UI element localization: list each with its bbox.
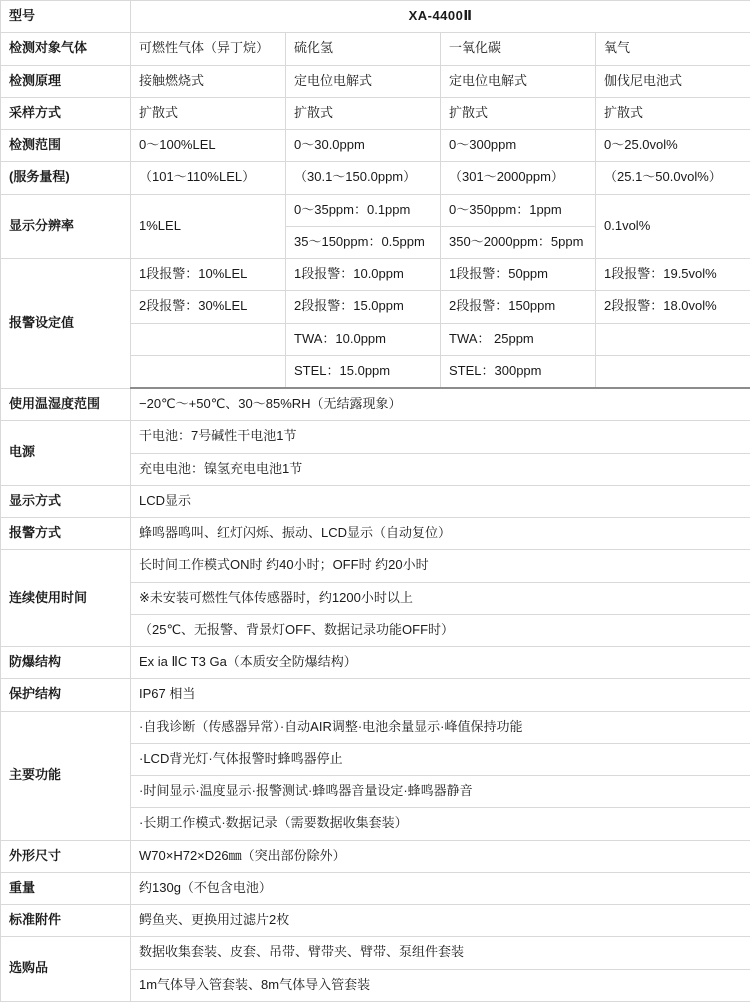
target-gas-value-4: 氧气	[596, 33, 750, 65]
alarm-setting-1-1: 1段报警：10%LEL	[131, 259, 286, 291]
weight-value: 约130g（不包含电池）	[131, 872, 750, 904]
alarm-setting-3-3: TWA： 25ppm	[441, 323, 596, 355]
principle-value-3: 定电位电解式	[441, 65, 596, 97]
target-gas-value-3: 一氧化碳	[441, 33, 596, 65]
service-range-value-1: （101〜110%LEL）	[131, 162, 286, 194]
table-row-alarm-setting-1	[1, 259, 750, 291]
resolution-value-3-top: 0〜350ppm：1ppm	[441, 194, 596, 226]
runtime-value-2: ※未安装可燃性气体传感器时，约1200小时以上	[131, 582, 750, 614]
runtime-value-1: 长时间工作模式ON时 约40小时；OFF时 约20小时	[131, 550, 750, 582]
table-row-standard-accessories	[1, 905, 750, 937]
row-label-standard-accessories: 标准附件	[1, 905, 131, 937]
range-value-4: 0〜25.0vol%	[596, 130, 750, 162]
main-functions-value-2: ·LCD背光灯·气体报警时蜂鸣器停止	[131, 743, 750, 775]
power-value-2: 充电电池：镍氢充电电池1节	[131, 453, 750, 485]
alarm-setting-2-2: 2段报警：15.0ppm	[286, 291, 441, 323]
table-row-principle	[1, 65, 750, 97]
table-row-alarm-method	[1, 518, 750, 550]
sampling-value-3: 扩散式	[441, 97, 596, 129]
table-row-main-functions-1	[1, 711, 750, 743]
resolution-value-3-bottom: 350〜2000ppm：5ppm	[441, 226, 596, 258]
table-row-display	[1, 485, 750, 517]
row-label-main-functions: 主要功能	[1, 711, 131, 840]
alarm-setting-2-3: 2段报警：150ppm	[441, 291, 596, 323]
sampling-value-4: 扩散式	[596, 97, 750, 129]
dimensions-value: W70×H72×D26㎜（突出部份除外）	[131, 840, 750, 872]
power-value-1: 干电池：7号碱性干电池1节	[131, 421, 750, 453]
alarm-setting-4-2: STEL：15.0ppm	[286, 355, 441, 388]
alarm-setting-2-4: 2段报警：18.0vol%	[596, 291, 750, 323]
main-functions-value-3: ·时间显示·温度显示·报警测试·蜂鸣器音量设定·蜂鸣器静音	[131, 776, 750, 808]
sampling-value-1: 扩散式	[131, 97, 286, 129]
table-row-target-gas	[1, 33, 750, 65]
model-label: 型号	[1, 1, 131, 33]
table-row-power-1	[1, 421, 750, 453]
table-row-protection	[1, 679, 750, 711]
service-range-value-2: （30.1〜150.0ppm）	[286, 162, 441, 194]
principle-value-2: 定电位电解式	[286, 65, 441, 97]
row-label-weight: 重量	[1, 872, 131, 904]
standard-accessories-value: 鳄鱼夹、更换用过滤片2枚	[131, 905, 750, 937]
range-value-1: 0〜100%LEL	[131, 130, 286, 162]
resolution-value-4: 0.1vol%	[596, 194, 750, 259]
alarm-setting-1-3: 1段报警：50ppm	[441, 259, 596, 291]
range-value-3: 0〜300ppm	[441, 130, 596, 162]
row-label-alarm-setting: 报警设定值	[1, 259, 131, 389]
alarm-method-value: 蜂鸣器鸣叫、红灯闪烁、振动、LCD显示（自动复位）	[131, 518, 750, 550]
alarm-setting-1-4: 1段报警：19.5vol%	[596, 259, 750, 291]
range-value-2: 0〜30.0ppm	[286, 130, 441, 162]
resolution-value-2-top: 0〜35ppm：0.1ppm	[286, 194, 441, 226]
resolution-value-2-bottom: 35〜150ppm：0.5ppm	[286, 226, 441, 258]
row-label-power: 电源	[1, 421, 131, 486]
table-row-sampling	[1, 97, 750, 129]
principle-value-4: 伽伐尼电池式	[596, 65, 750, 97]
table-row-model	[1, 1, 750, 33]
service-range-value-3: （301〜2000ppm）	[441, 162, 596, 194]
row-label-principle: 检测原理	[1, 65, 131, 97]
alarm-setting-3-2: TWA：10.0ppm	[286, 323, 441, 355]
alarm-setting-4-1	[131, 355, 286, 388]
row-label-range: 检测范围	[1, 130, 131, 162]
alarm-setting-2-1: 2段报警：30%LEL	[131, 291, 286, 323]
display-value: LCD显示	[131, 485, 750, 517]
principle-value-1: 接触燃烧式	[131, 65, 286, 97]
table-row-resolution-top	[1, 194, 750, 226]
row-label-runtime: 连续使用时间	[1, 550, 131, 647]
options-value-1: 数据收集套装、皮套、吊带、臂带夹、臂带、泵组件套装	[131, 937, 750, 969]
protection-value: IP67 相当	[131, 679, 750, 711]
alarm-setting-3-4	[596, 323, 750, 355]
table-row-dimensions	[1, 840, 750, 872]
row-label-explosion-proof: 防爆结构	[1, 647, 131, 679]
alarm-setting-1-2: 1段报警：10.0ppm	[286, 259, 441, 291]
options-value-2: 1m气体导入管套装、8m气体导入管套装	[131, 969, 750, 1001]
row-label-temp-humidity: 使用温湿度范围	[1, 388, 131, 421]
table-row-weight	[1, 872, 750, 904]
row-label-service-range: (服务量程)	[1, 162, 131, 194]
temp-humidity-value: −20℃〜+50℃、30〜85%RH（无结露现象）	[131, 388, 750, 421]
table-row-range	[1, 130, 750, 162]
explosion-proof-value: Ex ia ⅡC T3 Ga（本质安全防爆结构）	[131, 647, 750, 679]
table-row-explosion-proof	[1, 647, 750, 679]
target-gas-value-2: 硫化氢	[286, 33, 441, 65]
model-value: XA-4400Ⅱ	[131, 1, 750, 33]
row-label-sampling: 采样方式	[1, 97, 131, 129]
table-row-options-1	[1, 937, 750, 969]
row-label-target-gas: 检测对象气体	[1, 33, 131, 65]
table-row-temp-humidity	[1, 388, 750, 421]
row-label-options: 选购品	[1, 937, 131, 1002]
table-row-runtime-1	[1, 550, 750, 582]
row-label-dimensions: 外形尺寸	[1, 840, 131, 872]
row-label-display: 显示方式	[1, 485, 131, 517]
alarm-setting-3-1	[131, 323, 286, 355]
alarm-setting-4-4	[596, 355, 750, 388]
main-functions-value-4: ·长期工作模式·数据记录（需要数据收集套装）	[131, 808, 750, 840]
runtime-value-3: （25℃、无报警、背景灯OFF、数据记录功能OFF时）	[131, 614, 750, 646]
target-gas-value-1: 可燃性气体（异丁烷）	[131, 33, 286, 65]
row-label-alarm-method: 报警方式	[1, 518, 131, 550]
row-label-protection: 保护结构	[1, 679, 131, 711]
main-functions-value-1: ·自我诊断（传感器异常）·自动AIR调整·电池余量显示·峰值保持功能	[131, 711, 750, 743]
table-row-service-range	[1, 162, 750, 194]
sampling-value-2: 扩散式	[286, 97, 441, 129]
service-range-value-4: （25.1〜50.0vol%）	[596, 162, 750, 194]
resolution-value-1: 1%LEL	[131, 194, 286, 259]
row-label-resolution: 显示分辨率	[1, 194, 131, 259]
alarm-setting-4-3: STEL：300ppm	[441, 355, 596, 388]
